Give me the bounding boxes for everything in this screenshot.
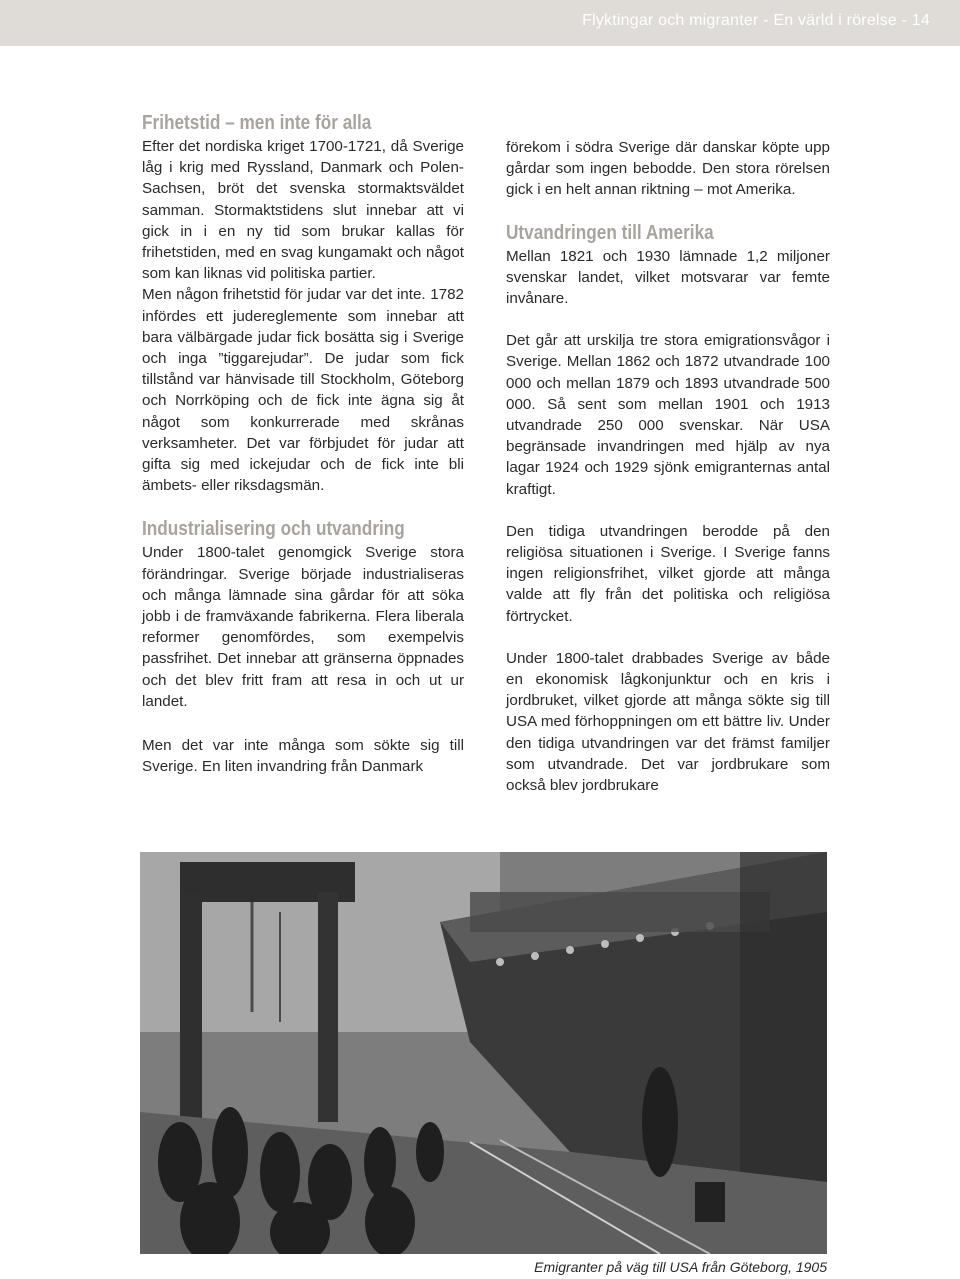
historical-photo-emigrants (140, 852, 827, 1254)
paragraph: Efter det nordiska kriget 1700-1721, då Sverige låg i krig med Ryssland, Danmark och Polen-Sachsen, bröt det svenska stormaktsväldet samman. Stormaktstidens slut innebar att vi gick in i en ny tid som brukar kallas för frihetstiden, med en svag kungamakt och något som kan liknas vid politiska partier. (142, 138, 464, 283)
header-bar (0, 0, 960, 46)
paragraph: Den tidiga utvandringen berodde på den religiösa situationen i Sverige. I Sverige fanns ingen religionsfrihet, vilket gjorde att många valde att fly från det politiska och religiösa förtrycket. (506, 522, 830, 625)
right-column (506, 137, 830, 796)
paragraph: Under 1800-talet genomgick Sverige stora förändringar. Sverige började industrialiseras och många lämnade sina gårdar för att söka jobb i de framväxande fabrikerna. Flera liberala reformer genomfördes, som exempelvis passfrihet. Det innebar att gränserna öppnades och det blev fritt fram att resa in och ut ur landet. (142, 544, 464, 710)
running-header: Flyktingar och migranter - En värld i rörelse - 14 (582, 12, 930, 29)
section-heading-industrialisering: Industrialisering och utvandring (142, 518, 405, 541)
paragraph: Det går att urskilja tre stora emigrationsvågor i Sverige. Mellan 1862 och 1872 utvandrade 100 000 och mellan 1879 och 1893 utvandrade 500 000. Så sent som mellan 1901 och 1913 utvandrade 250 000 svenskar. När USA begränsade invandringen med hjälp av nya lagar 1924 och 1929 sjönk emigranternas antal kraftigt. (506, 332, 830, 498)
paragraph: Men någon frihetstid för judar var det inte. 1782 infördes ett judereglemente som innebar att bara välbärgade judar fick bosätta sig i Sverige och inga ”tiggarejudar”. De judar som fick tillstånd var hänvisade till Stockholm, Göteborg och Norrköping och de fick inte ägna sig åt något som konkurrerade med skrånas verksamheter. Det var förbjudet för judar att gifta sig med ickejudar och de fick inte bli ämbets- eller riksdagsmän. (142, 286, 464, 495)
paragraph: Mellan 1821 och 1930 lämnade 1,2 miljoner svenskar landet, vilket motsvarar var femte invånare. (506, 247, 830, 308)
paragraph: Under 1800-talet drabbades Sverige av både en ekonomisk lågkonjunktur och en kris i jordbruket, vilket gjorde att många sökte sig till USA med förhoppningen om ett bättre liv. Under den tidiga utvandringen var det främst familjer som utvandrade. Det var jordbrukare som också blev jordbrukare (506, 649, 830, 795)
photo-illustration (140, 852, 827, 1254)
paragraph: Men det var inte många som sökte sig till Sverige. En liten invandring från Danmark (142, 737, 464, 776)
paragraph: förekom i södra Sverige där danskar köpte upp gårdar som ingen bebodde. Den stora rörelsen gick i en helt annan riktning – mot Amerika. (506, 139, 830, 199)
section-heading-utvandringen: Utvandringen till Amerika (506, 221, 714, 244)
left-column (142, 110, 464, 777)
section-heading-frihetstid: Frihetstid – men inte för alla (142, 112, 372, 134)
photo-caption: Emigranter på väg till USA från Göteborg, 1905 (534, 1259, 827, 1275)
